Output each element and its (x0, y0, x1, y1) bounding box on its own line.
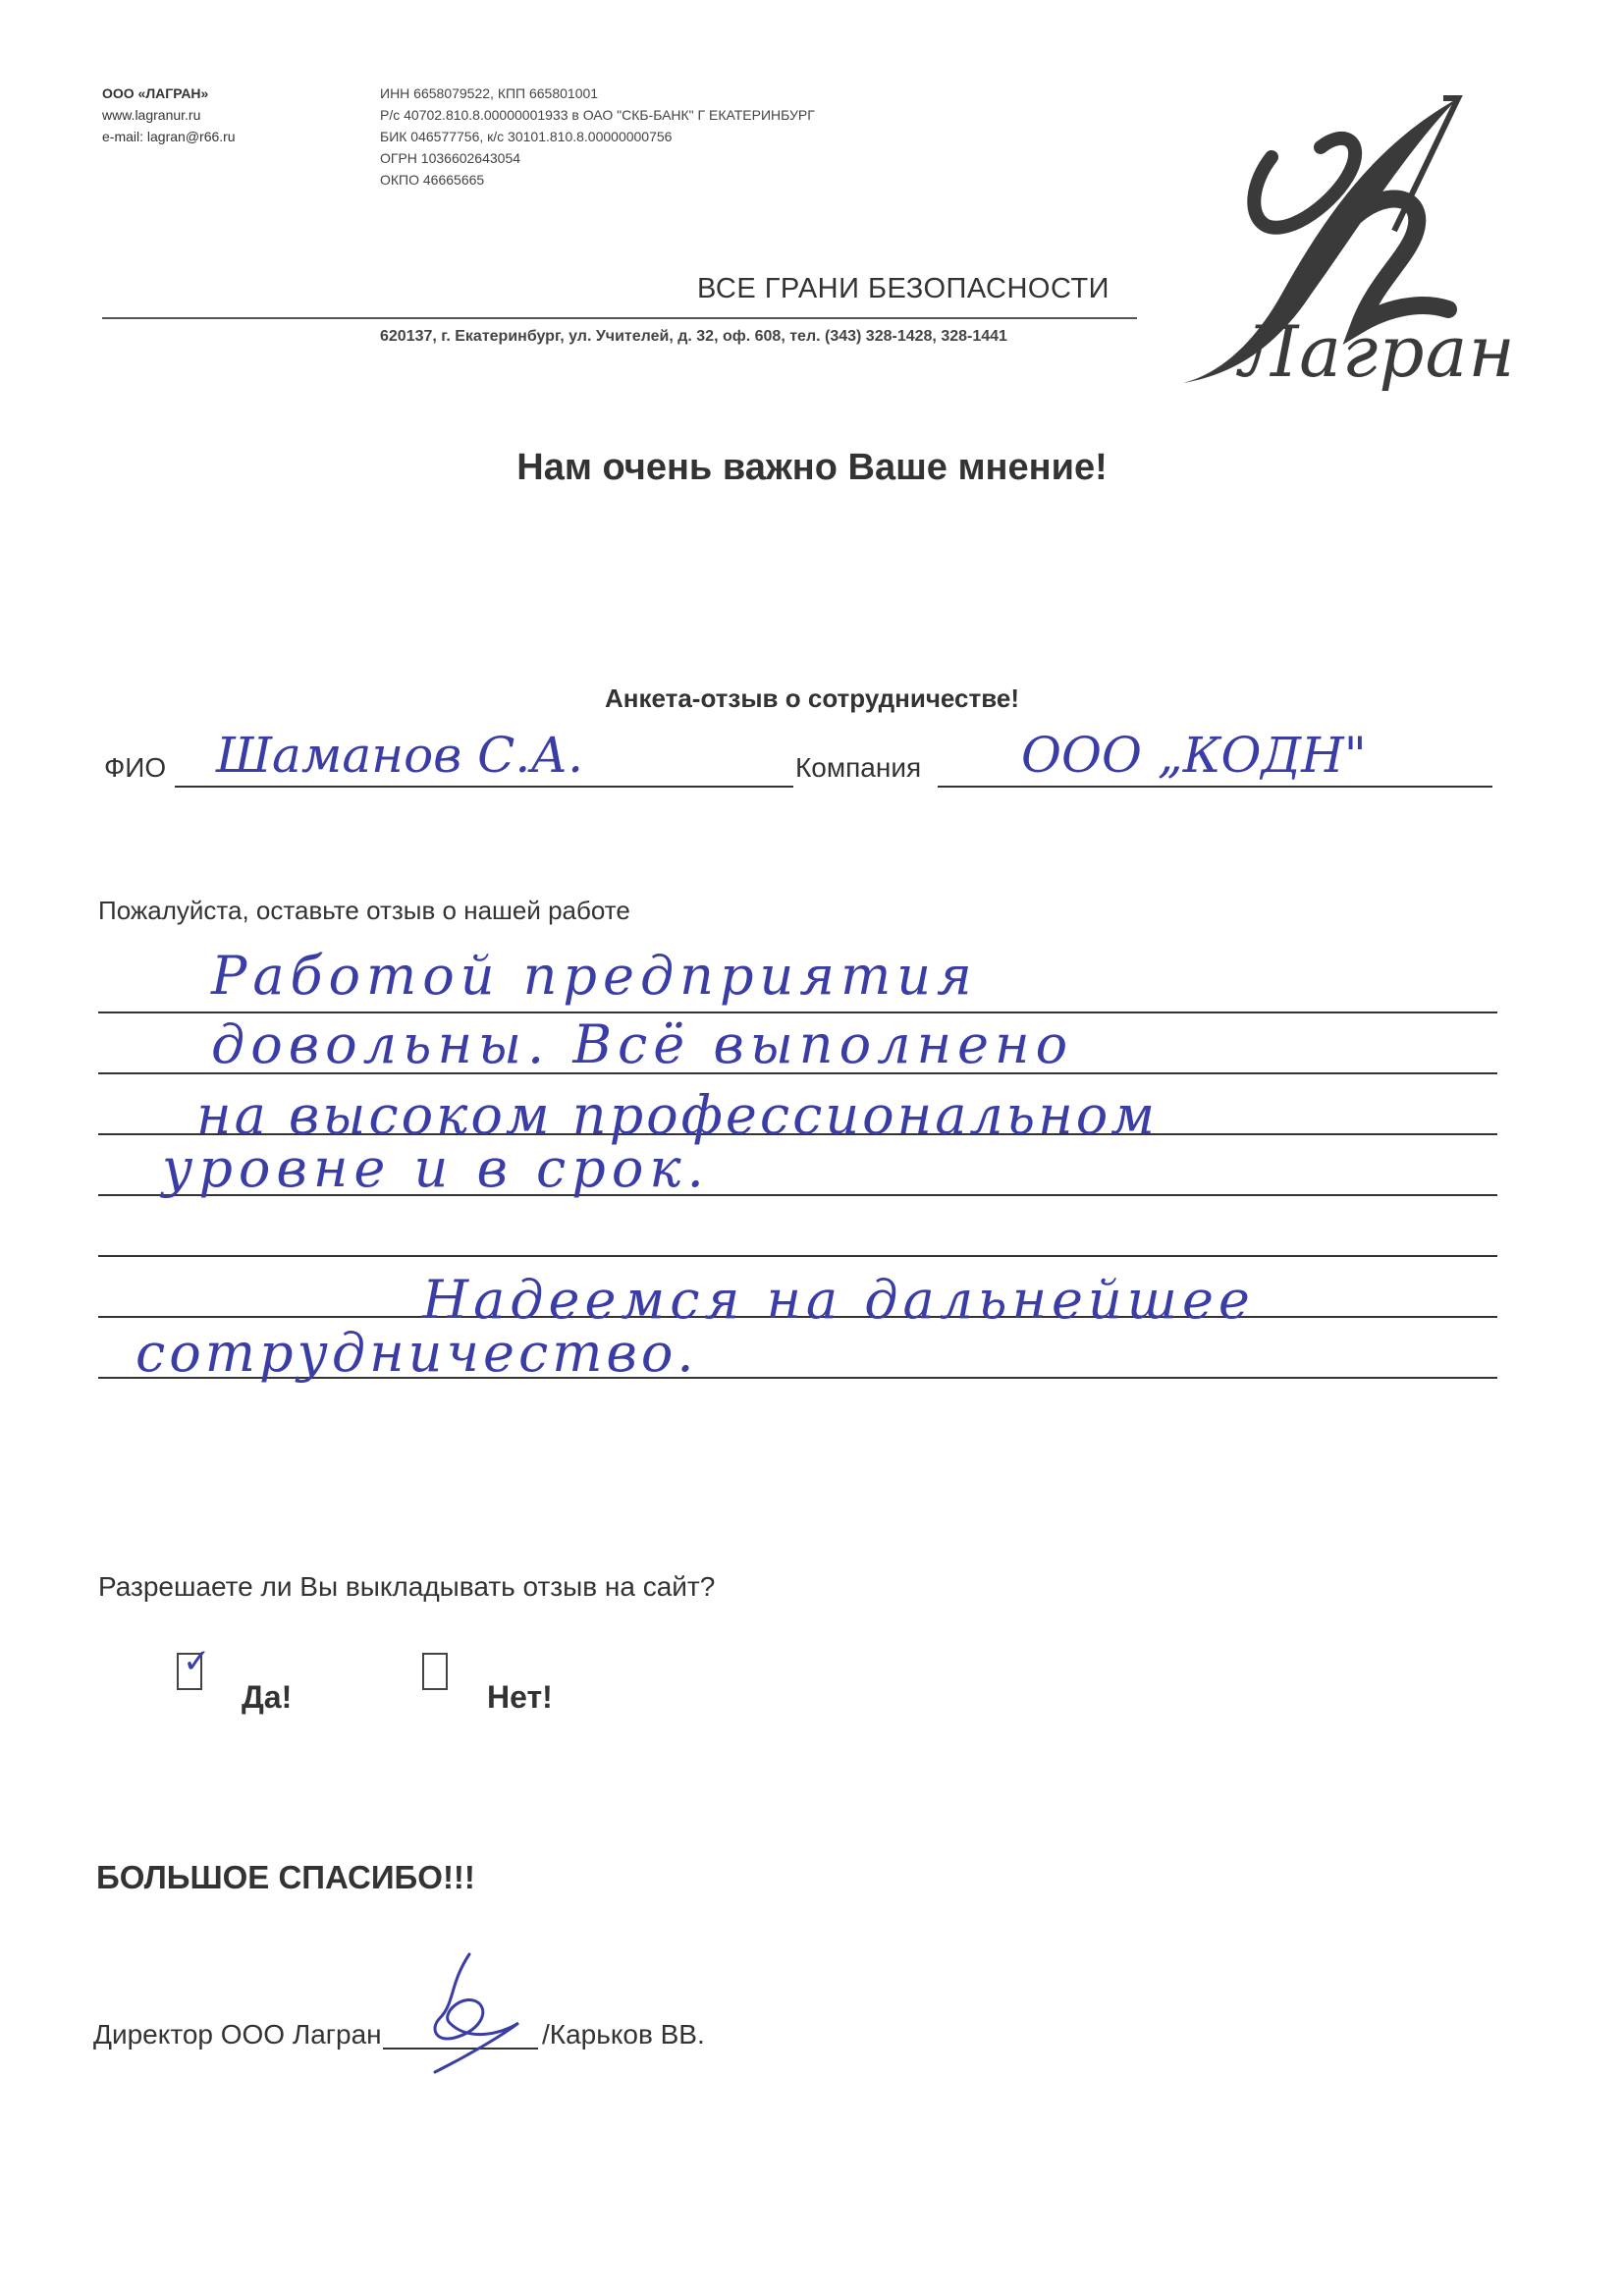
page-headline: Нам очень важно Ваше мнение! (516, 447, 1108, 488)
director-label: Директор ООО Лагран (93, 2019, 382, 2050)
bank-line: ИНН 6658079522, КПП 665801001 (380, 85, 599, 101)
slogan: ВСЕ ГРАНИ БЕЗОПАСНОСТИ (697, 273, 1110, 304)
review-text-line[interactable]: довольны. Всё выполнено (211, 1013, 1074, 1075)
fio-label: ФИО (104, 752, 167, 783)
bank-line: БИК 046577756, к/с 30101.810.8.00000000756 (380, 129, 673, 144)
bank-details (380, 82, 815, 191)
yes-label: Да! (242, 1679, 293, 1715)
company-website: www.lagranur.ru (102, 107, 201, 123)
review-prompt: Пожалуйста, оставьте отзыв о нашей работе (98, 896, 630, 925)
bank-line: ОГРН 1036602643054 (380, 150, 521, 166)
company-underline (938, 786, 1492, 788)
fio-underline (175, 786, 793, 788)
company-email: e-mail: lagran@r66.ru (102, 129, 236, 144)
review-text-line[interactable]: Работой предприятия (211, 945, 978, 1007)
thanks-text: БОЛЬШОЕ СПАСИБО!!! (96, 1859, 475, 1895)
signer-name: /Карьков ВВ. (542, 2019, 705, 2050)
company-field[interactable]: ООО „КОДН" (1021, 727, 1367, 784)
company-info (102, 82, 236, 147)
review-text-line[interactable]: на высоком профессиональном (196, 1084, 1159, 1146)
director-signature (410, 1944, 558, 2082)
form-title: Анкета-отзыв о сотрудничестве! (604, 683, 1019, 713)
publish-question: Разрешаете ли Вы выкладывать отзыв на сайт? (98, 1571, 716, 1602)
review-underline (98, 1255, 1497, 1257)
review-text-line[interactable]: Надеемся на дальнейшее (422, 1269, 1255, 1331)
no-checkbox[interactable] (422, 1653, 448, 1690)
company-label: Компания (795, 752, 922, 783)
no-label: Нет! (487, 1679, 553, 1715)
header-divider (102, 317, 1137, 319)
bank-line: Р/с 40702.810.8.00000001933 в ОАО "СКБ-БАНК" Г ЕКАТЕРИНБУРГ (380, 107, 815, 123)
company-address: 620137, г. Екатеринбург, ул. Учителей, д. 32, оф. 608, тел. (343) 328-1428, 328-1441 (380, 328, 1007, 345)
checkmark-icon: ✓ (183, 1643, 211, 1680)
review-text-line[interactable]: уровне и в срок. (162, 1137, 710, 1199)
fio-field[interactable]: Шаманов С.А. (216, 727, 584, 784)
bank-line: ОКПО 46665665 (380, 172, 485, 188)
logo-wordmark: Лагран (1239, 310, 1516, 393)
review-text-line[interactable]: сотрудничество. (135, 1322, 698, 1384)
company-name: ООО «ЛАГРАН» (102, 85, 209, 101)
